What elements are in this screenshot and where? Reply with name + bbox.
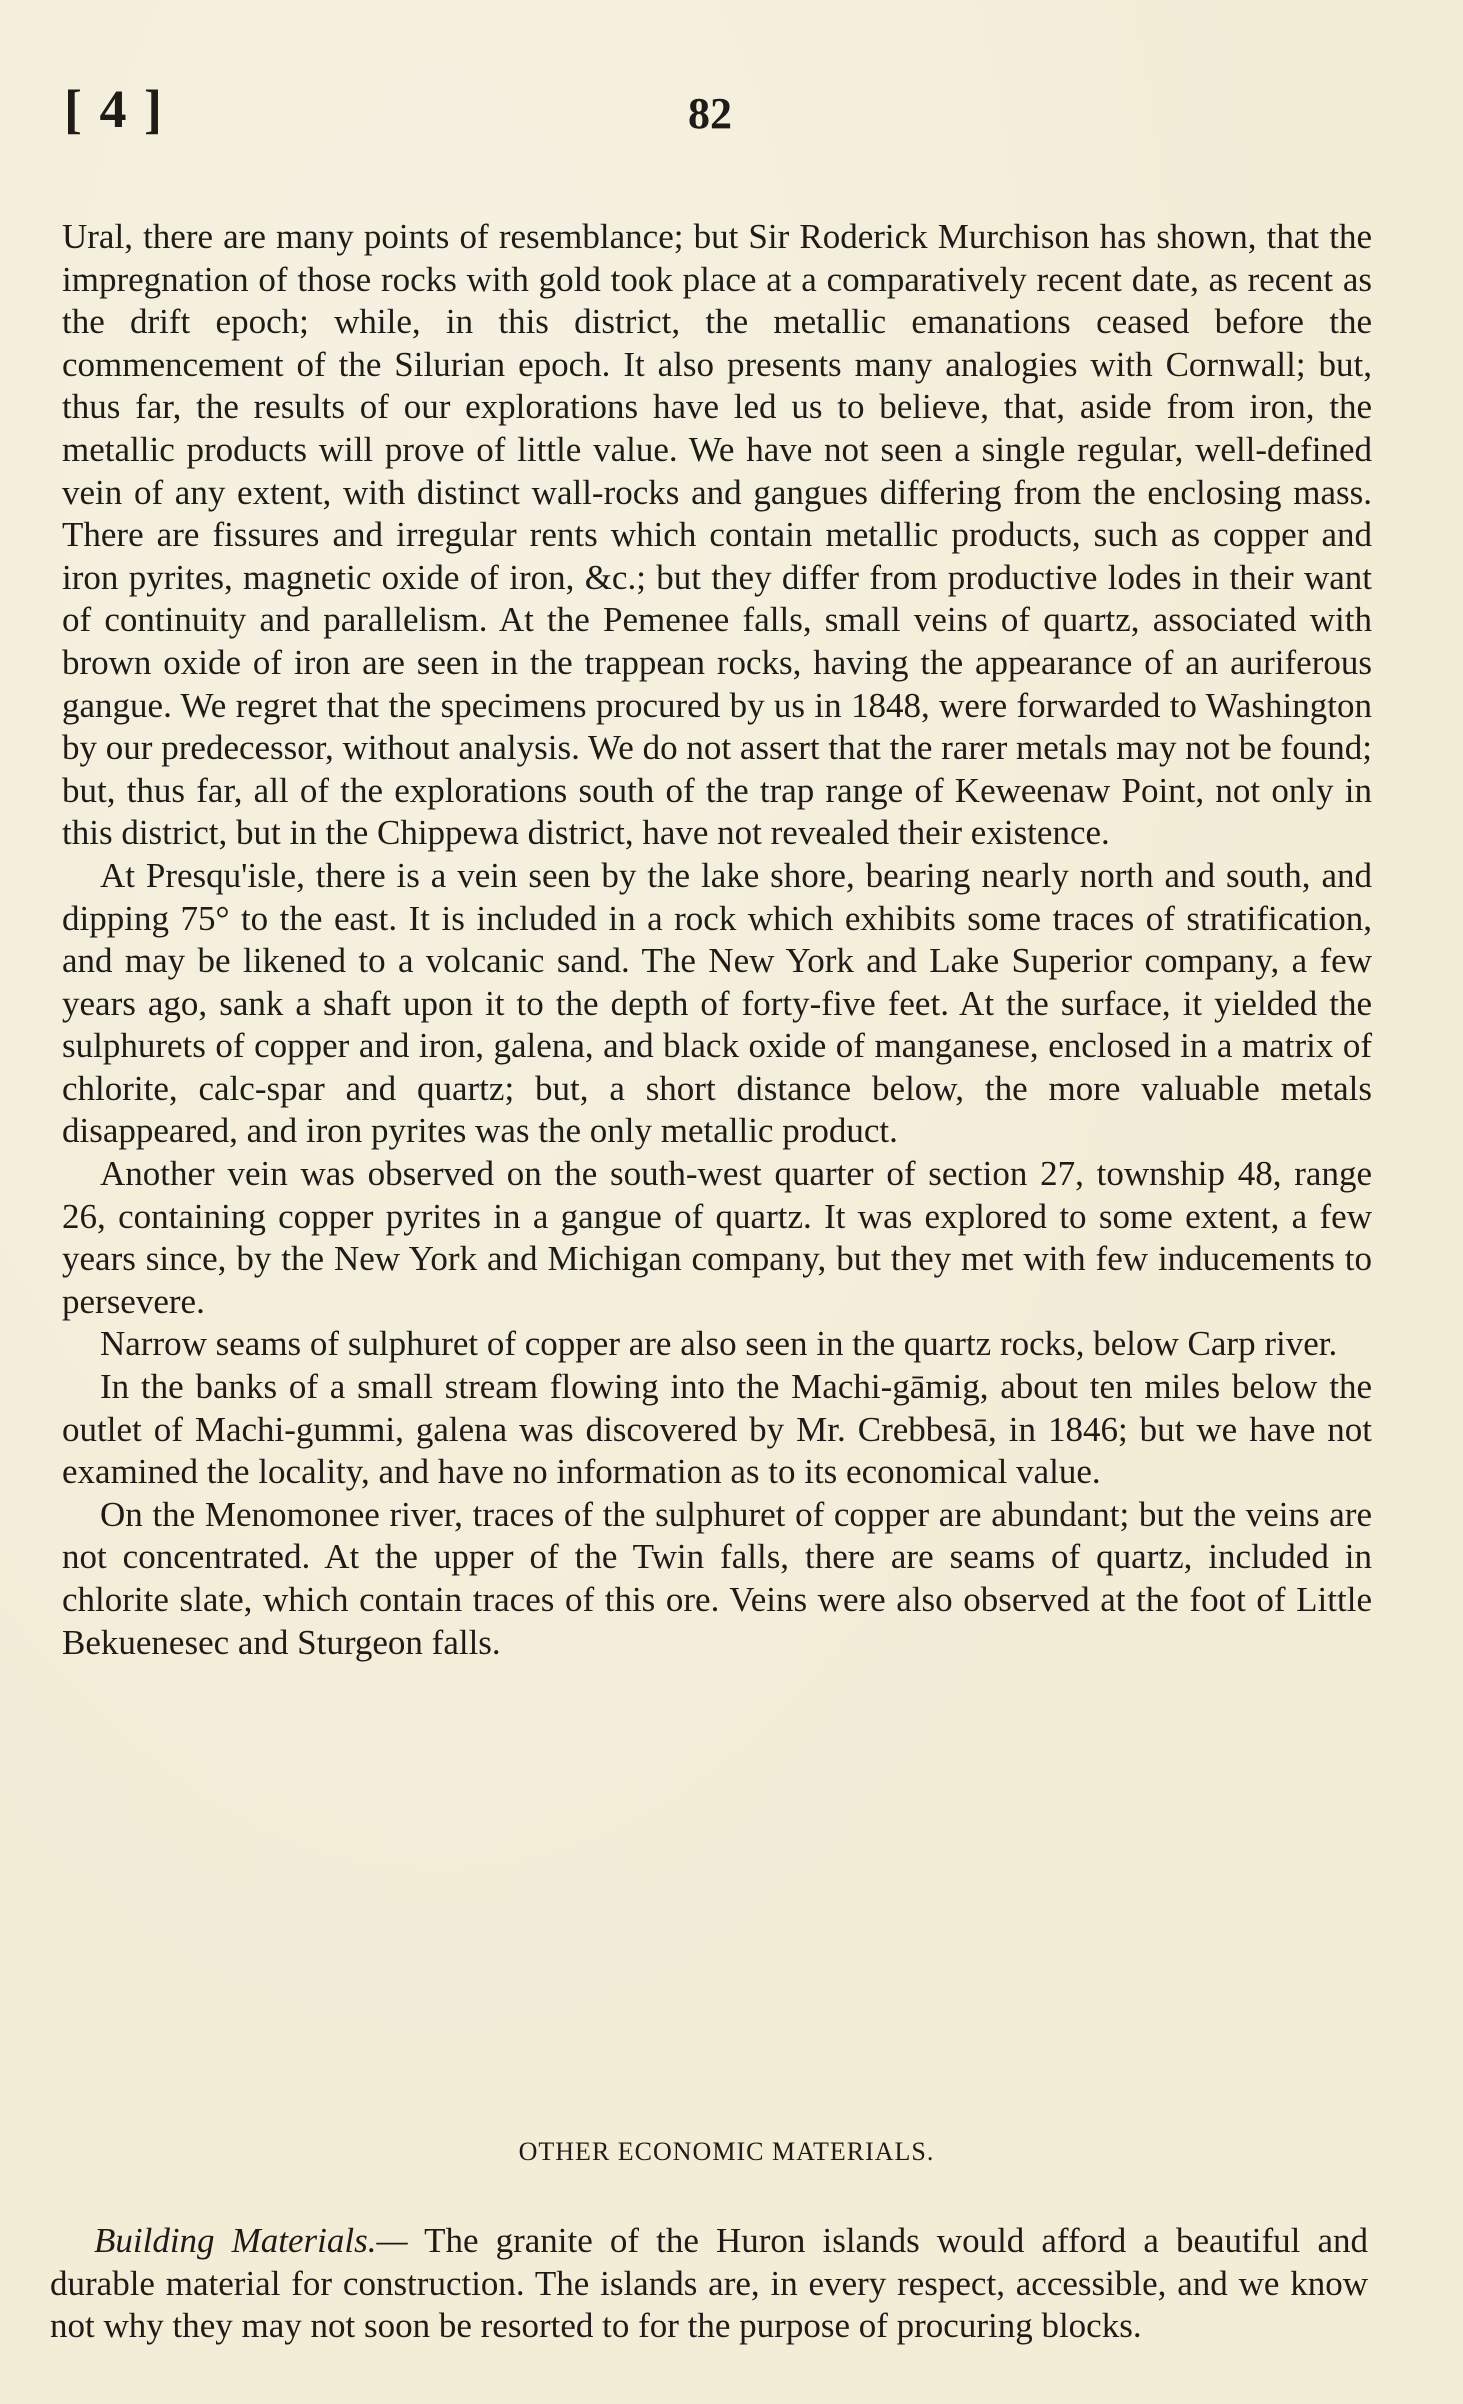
paragraph-4: Narrow seams of sulphuret of copper are also seen in the quartz rocks, below Carp river. — [100, 1324, 1338, 1364]
document-marker: [ 4 ] — [64, 79, 164, 139]
section-heading-text: OTHER ECONOMIC MATERIALS. — [518, 2137, 935, 2166]
paragraph-1: Ural, there are many points of resemblance; but Sir Roderick Murchison has shown, that the impregnation of those rocks with gold took place at a comparatively recent date, as recent as the drift epoch; while, in this district, the metallic emanations ceased before the commencement of the Silurian epoch. It also presents many analogies with Cornwall; but, thus far, the results of our explorations have led us to believe, that, aside from iron, the metallic products will prove of little value. We have not seen a single regular, well-defined vein of any extent, with distinct wall-rocks and gangues differing from the enclosing mass. There are fissures and irregular rents which contain metallic products, such as copper and iron pyrites, magnetic oxide of iron, &c.; but they differ from productive lodes in their want of continuity and parallelism. At the Pemenee falls, small veins of quartz, associated with brown oxide of iron are seen in the trappean rocks, having the appearance of an auriferous gangue. We regret that the specimens procured by us in 1848, were forwarded to Washington by our predecessor, without analysis. We do not assert that the rarer metals may not be found; but, thus far, all of the explorations south of the trap range of Keweenaw Point, not only in this district, but in the Chippewa district, have not revealed their existence. — [62, 217, 1372, 853]
building-materials-section — [50, 2220, 1368, 2348]
paragraph-2: At Presqu'isle, there is a vein seen by the lake shore, bearing nearly north and south, and dipping 75° to the east. It is included in a rock which exhibits some traces of stratification, and may be likened to a volcanic sand. The New York and Lake Superior company, a few years ago, sank a shaft upon it to the depth of forty-five feet. At the surface, it yielded the sulphurets of copper and iron, galena, and black oxide of manganese, enclosed in a matrix of chlorite, calc-spar and quartz; but, a short distance below, the more valuable metals disappeared, and iron pyrites was the only metallic product. — [62, 855, 1372, 1151]
run-in-heading: Building Materials.— — [94, 2221, 408, 2260]
building-materials-text: The granite of the Huron islands would afford a beautiful and durable material for construction. The islands are, in every respect, accessible, and we know not why they may not soon be resorted to for the purpose of procuring blocks. — [50, 2221, 1369, 2346]
body-text — [62, 216, 1372, 1664]
page-number: 82 — [688, 89, 732, 138]
section-heading — [0, 2137, 1463, 2167]
paragraph-6: On the Menomonee river, traces of the sulphuret of copper are abundant; but the veins are not concentrated. At the upper of the Twin falls, there are seams of quartz, included in chlorite slate, which contain traces of this ore. Veins were also observed at the foot of Little Bekuenesec and Sturgeon falls. — [62, 1494, 1372, 1662]
paragraph-3: Another vein was observed on the south-west quarter of section 27, township 48, range 26, containing copper pyrites in a gangue of quartz. It was explored to some extent, a few years since, by the New York and Michigan company, but they met with few inducements to persevere. — [62, 1154, 1372, 1321]
building-materials-paragraph — [50, 2220, 1368, 2348]
paragraph-5: In the banks of a small stream flowing into the Machi-gāmig, about ten miles below the outlet of Machi-gummi, galena was discovered by Mr. Crebbesā, in 1846; but we have not examined the locality, and have no information as to its economical value. — [62, 1367, 1372, 1492]
